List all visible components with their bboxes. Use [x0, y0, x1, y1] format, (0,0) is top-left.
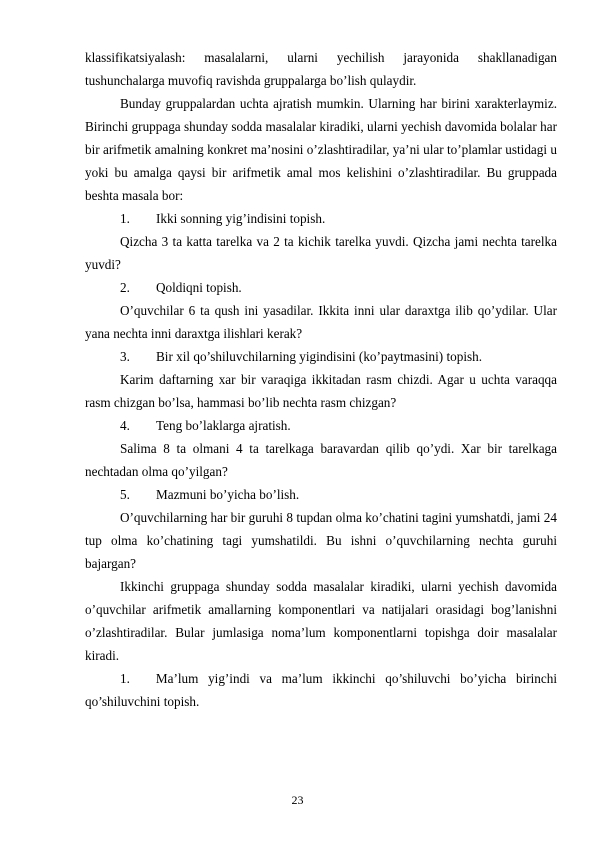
- task-paragraph: Salima 8 ta olmani 4 ta tarelkaga baravardan qilib qo’ydi. Xar bir tarelkaga nechtadan olma qo’yilgan?: [85, 441, 557, 479]
- paragraph-classification: klassifikatsiyalash: masalalarni, ularni yechilish jarayonida shakllanadigan tushunchalarga muvofiq ravishda gruppalarga bo’lish qulaydir.: [85, 50, 557, 88]
- task-paragraph: Karim daftarning xar bir varaqiga ikkitadan rasm chizdi. Agar u uchta varaqqa rasm chizgan bo’lsa, hammasi bo’lib nechta rasm chizgan?: [85, 372, 557, 410]
- paragraph-groups-intro: Bunday gruppalardan uchta ajratish mumkin. Ularning har birini xarakterlaymiz. Birinchi gruppaga shunday sodda masalalar kiradiki, ularni yechish davomida bolalar har bir arifmetik amalning konkret ma’nosini o’zlashtiradilar, ya’ni ular to’plamlar ustidagi u yoki bu amalga qaysi bir arifmetik amal mos kelishini o’zlashtiradilar. Bu gruppada beshta masala bor:: [85, 96, 557, 203]
- page-number: 23: [291, 793, 304, 807]
- list-text: Bir xil qo’shiluvchilarning yigindisini (ko’paytmasini) topish.: [156, 349, 483, 364]
- list-number: 1.: [120, 211, 130, 226]
- list-number: 5.: [120, 487, 130, 502]
- task-paragraph: O’quvchilarning har bir guruhi 8 tupdan olma ko’chatini tagini yumshatdi, jami 24 tup olma ko’chatining tagi yumshatildi. Bu ishni o’quvchilarning nechta guruhi bajargan?: [85, 510, 557, 571]
- paragraph-second-group: Ikkinchi gruppaga shunday sodda masalalar kiradiki, ularni yechish davomida o’quvchilar arifmetik amallarning komponentlari va natijalari orasidagi bog’lanishni o’zlashtiradilar. Bular jumlasiga noma’lum komponentlarni topishga doir masalalar kiradi.: [85, 579, 557, 663]
- list-number: 3.: [120, 349, 130, 364]
- list-number: 1.: [120, 671, 130, 686]
- list-text: Ikki sonning yig’indisini topish.: [156, 211, 326, 226]
- list-text: Qoldiqni topish.: [156, 280, 242, 295]
- list-number: 2.: [120, 280, 130, 295]
- list-text: Ma’lum yig’indi va ma’lum ikkinchi qo’shiluvchi bo’yicha birinchi qo’shiluvchini topish.: [85, 671, 557, 709]
- list-item: [85, 207, 557, 230]
- list-item: [85, 345, 557, 368]
- list-item: [85, 276, 557, 299]
- task-paragraph: O’quvchilar 6 ta qush ini yasadilar. Ikkita inni ular daraxtga ilib qo’ydilar. Ular yana nechta inni daraxtga ilishlari kerak?: [85, 303, 557, 341]
- list-item: [85, 414, 557, 437]
- list-number: 4.: [120, 418, 130, 433]
- list-item: [85, 483, 557, 506]
- list-text: Teng bo’laklarga ajratish.: [156, 418, 291, 433]
- page-body: [85, 46, 557, 713]
- list-item-long: [85, 667, 557, 713]
- list-text: Mazmuni bo’yicha bo’lish.: [156, 487, 300, 502]
- task-paragraph: Qizcha 3 ta katta tarelka va 2 ta kichik tarelka yuvdi. Qizcha jami nechta tarelka yuvdi?: [85, 234, 557, 272]
